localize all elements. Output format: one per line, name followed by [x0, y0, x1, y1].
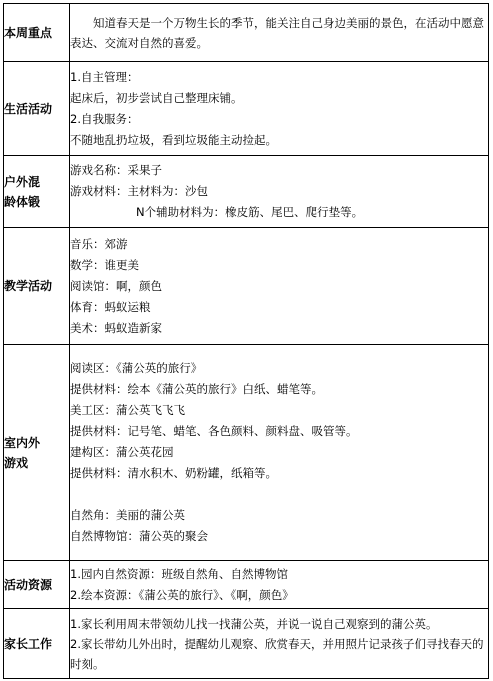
teaching-line-4: 体育：蚂蚁运粮 — [70, 299, 151, 314]
label-outdoor-line-1: 户外混 — [4, 174, 41, 189]
games-line-8: 自然角：美丽的蒲公英 — [70, 508, 185, 522]
games-line-3: 美工区：蒲公英飞飞飞 — [70, 403, 185, 417]
content-teaching-activities — [70, 228, 489, 345]
label-weekly-focus: 本周重点 — [4, 4, 70, 62]
row-activity-resources — [4, 561, 489, 609]
content-indoor-outdoor-games — [70, 345, 489, 561]
teaching-line-1: 音乐：郊游 — [70, 236, 128, 251]
outdoor-line-2: 游戏材料：主材料为：沙包 — [70, 184, 208, 198]
label-games-line-2: 游戏 — [4, 455, 29, 470]
games-line-blank — [70, 484, 488, 505]
label-outdoor-line-2: 龄体锻 — [4, 194, 41, 209]
resources-line-2: 2.绘本资源：《蒲公英的旅行》、《啊，颜色》 — [70, 587, 294, 602]
teaching-line-5: 美术：蚂蚁造新家 — [70, 320, 162, 335]
label-games-line-1: 室内外 — [4, 435, 41, 450]
row-outdoor-exercise — [4, 156, 489, 228]
weekly-plan-table — [3, 3, 489, 679]
row-indoor-outdoor-games — [4, 345, 489, 561]
life-line-2: 起床后，初步尝试自己整理床铺。 — [70, 90, 243, 105]
life-line-1: 1.自主管理： — [70, 69, 139, 84]
label-outdoor-exercise — [4, 156, 70, 228]
content-life-activities — [70, 62, 489, 156]
parent-line-2: 2.家长带幼儿外出时，提醒幼儿观察、欣赏春天，并用照片记录孩子们寻找春天的时刻。 — [70, 636, 484, 671]
content-parent-work — [70, 609, 489, 679]
resources-line-1: 1.园内自然资源：班级自然角、自然博物馆 — [70, 566, 288, 581]
games-line-2: 提供材料：绘本《蒲公英的旅行》白纸、蜡笔等。 — [70, 382, 323, 396]
teaching-line-3: 阅读馆：啊，颜色 — [70, 278, 162, 293]
row-teaching-activities — [4, 228, 489, 345]
life-line-4: 不随地乱扔垃圾，看到垃圾能主动捡起。 — [70, 132, 277, 147]
outdoor-line-1: 游戏名称：采果子 — [70, 163, 162, 177]
row-parent-work — [4, 609, 489, 679]
outdoor-line-3: N个辅助材料为：橡皮筋、尾巴、爬行垫等。 — [136, 205, 364, 219]
games-line-6: 提供材料：清水积木、奶粉罐，纸箱等。 — [70, 466, 277, 480]
row-life-activities — [4, 62, 489, 156]
weekly-focus-text: 知道春天是一个万物生长的季节，能关注自己身边美丽的景色，在活动中愿意表达、交流对自然的喜爱。 — [70, 15, 484, 50]
life-line-3: 2.自我服务： — [70, 111, 139, 126]
games-line-5: 建构区：蒲公英花园 — [70, 445, 174, 459]
label-teaching-activities: 教学活动 — [4, 228, 70, 345]
teaching-line-2: 数学：谁更美 — [70, 257, 139, 272]
games-line-4: 提供材料：记号笔、蜡笔、各色颜料、颜料盘、吸管等。 — [70, 424, 358, 438]
label-indoor-outdoor-games — [4, 345, 70, 561]
parent-line-1: 1.家长利用周末带领幼儿找一找蒲公英，并说一说自己观察到的蒲公英。 — [70, 616, 438, 631]
games-line-9: 自然博物馆：蒲公英的聚会 — [70, 529, 208, 543]
games-line-1: 阅读区：《蒲公英的旅行》 — [70, 361, 203, 375]
label-parent-work: 家长工作 — [4, 609, 70, 679]
content-outdoor-exercise — [70, 156, 489, 228]
label-activity-resources: 活动资源 — [4, 561, 70, 609]
label-life-activities: 生活活动 — [4, 62, 70, 156]
content-activity-resources — [70, 561, 489, 609]
row-weekly-focus — [4, 4, 489, 62]
content-weekly-focus — [70, 4, 489, 62]
